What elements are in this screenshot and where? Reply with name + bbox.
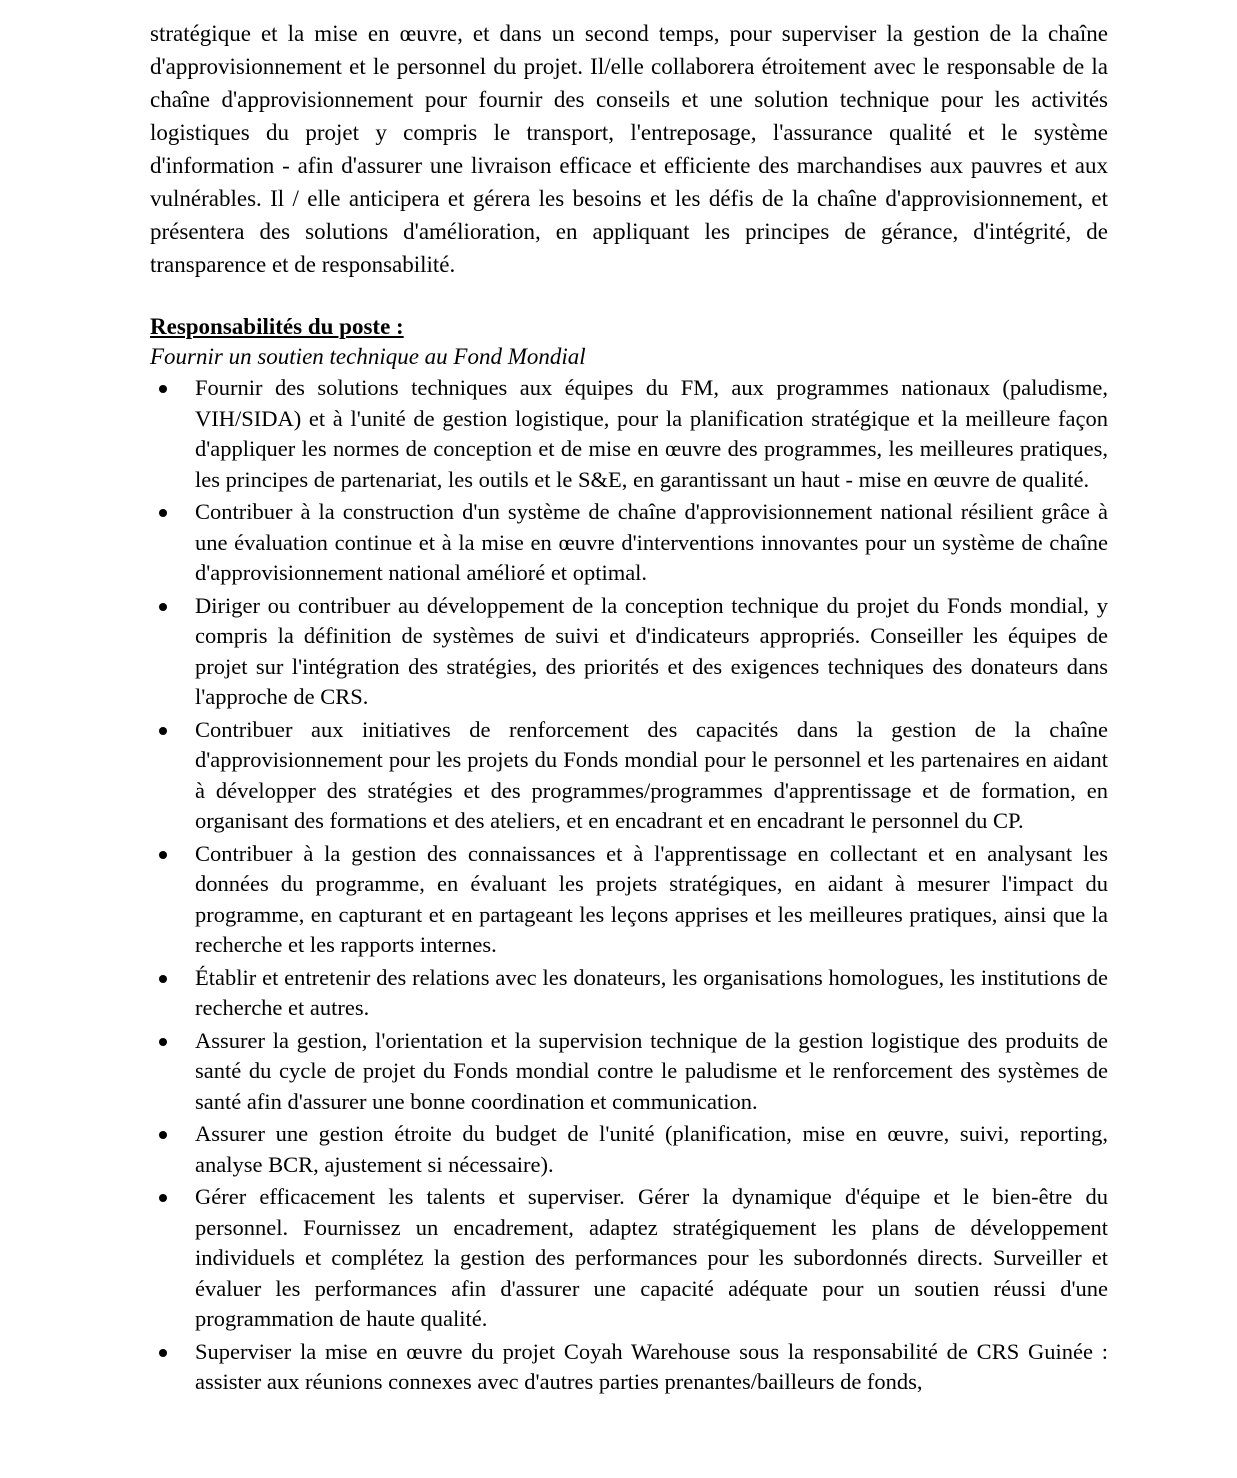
list-item-text: Contribuer aux initiatives de renforcement des capacités dans la gestion de la chaîne d'approvisionnement pour les projets du Fonds mondial pour le personnel et les partenaires en aidant à développer des stratégies et des programmes/programmes d'apprentissage et de formation, en organisant des formations et des ateliers, et en encadrant et en encadrant le personnel du CP. xyxy=(195,716,1108,833)
bullet-icon xyxy=(159,385,167,393)
list-item-text: Assurer la gestion, l'orientation et la supervision technique de la gestion logistique des produits de santé du cycle de projet du Fonds mondial contre le paludisme et le renforcement des systèmes de santé afin d'assurer une bonne coordination et communication. xyxy=(195,1027,1108,1114)
list-item-text: Établir et entretenir des relations avec les donateurs, les organisations homologues, les institutions de recherche et autres. xyxy=(195,964,1108,1020)
list-item xyxy=(150,839,1108,961)
list-item-text: Contribuer à la gestion des connaissances et à l'apprentissage en collectant et en analysant les données du programme, en évaluant les projets stratégiques, en aidant à mesurer l'impact du programme, en capturant et en partageant les leçons apprises et les meilleures pratiques, ainsi que la recherche et les rapports internes. xyxy=(195,840,1108,957)
bullet-icon xyxy=(159,1038,167,1046)
list-item xyxy=(150,1026,1108,1118)
list-item xyxy=(150,1119,1108,1180)
bullet-icon xyxy=(159,509,167,517)
list-item-text: Diriger ou contribuer au développement de la conception technique du projet du Fonds mondial, y compris la définition de systèmes de suivi et d'indicateurs appropriés. Conseiller les équipes de projet sur l'intégration des stratégies, des priorités et des exigences techniques des donateurs dans l'approche de CRS. xyxy=(195,592,1108,709)
document-page xyxy=(150,17,1108,1400)
bullet-icon xyxy=(159,1194,167,1202)
responsibilities-list xyxy=(150,373,1108,1398)
list-item xyxy=(150,1182,1108,1335)
list-item xyxy=(150,715,1108,837)
list-item xyxy=(150,591,1108,713)
section-subheading: Fournir un soutien technique au Fond Mondial xyxy=(150,344,586,369)
bullet-icon xyxy=(159,851,167,859)
list-item xyxy=(150,497,1108,589)
list-item-text: Assurer une gestion étroite du budget de l'unité (planification, mise en œuvre, suivi, reporting, analyse BCR, ajustement si nécessaire). xyxy=(195,1121,1108,1177)
list-item-text: Contribuer à la construction d'un système de chaîne d'approvisionnement national résilient grâce à une évaluation continue et à la mise en œuvre d'interventions innovantes pour un système de chaîne d'approvisionnement national amélioré et optimal. xyxy=(195,499,1108,585)
list-item-text: Fournir des solutions techniques aux équipes du FM, aux programmes nationaux (paludisme, VIH/SIDA) et à l'unité de gestion logistique, pour la planification stratégique et la meilleure façon d'appliquer les normes de conception et de mise en œuvre des programmes, les meilleures pratiques, les principes de partenariat, les outils et le S&E, en garantissant un haut - mise en œuvre de qualité. xyxy=(195,375,1108,492)
section-heading: Responsabilités du poste : xyxy=(150,314,404,339)
intro-paragraph: stratégique et la mise en œuvre, et dans un second temps, pour superviser la gestion de la chaîne d'approvisionnement et le personnel du projet. Il/elle collaborera étroitement avec le responsable de la chaîne d'approvisionnement pour fournir des conseils et une solution technique pour les activités logistiques du projet y compris le transport, l'entreposage, l'assurance qualité et le système d'information - afin d'assurer une livraison efficace et efficiente des marchandises aux pauvres et aux vulnérables. Il / elle anticipera et gérera les besoins et les défis de la chaîne d'approvisionnement, et présentera des solutions d'amélioration, en appliquant les principes de gérance, d'intégrité, de transparence et de responsabilité. xyxy=(150,21,1108,277)
list-item xyxy=(150,963,1108,1024)
bullet-icon xyxy=(159,1349,167,1357)
bullet-icon xyxy=(159,1131,167,1139)
bullet-icon xyxy=(159,975,167,983)
bullet-icon xyxy=(159,727,167,735)
list-item xyxy=(150,1337,1108,1398)
list-item-text: Gérer efficacement les talents et superviser. Gérer la dynamique d'équipe et le bien-être du personnel. Fournissez un encadrement, adaptez stratégiquement les plans de développement individuels et complétez la gestion des performances pour les subordonnés directs. Surveiller et évaluer les performances afin d'assurer une capacité adéquate pour un soutien réussi d'une programmation de haute qualité. xyxy=(195,1184,1108,1331)
list-item-text: Superviser la mise en œuvre du projet Coyah Warehouse sous la responsabilité de CRS Guinée : assister aux réunions connexes avec d'autres parties prenantes/bailleurs de fonds, xyxy=(195,1338,1108,1394)
bullet-icon xyxy=(159,603,167,611)
list-item xyxy=(150,373,1108,495)
